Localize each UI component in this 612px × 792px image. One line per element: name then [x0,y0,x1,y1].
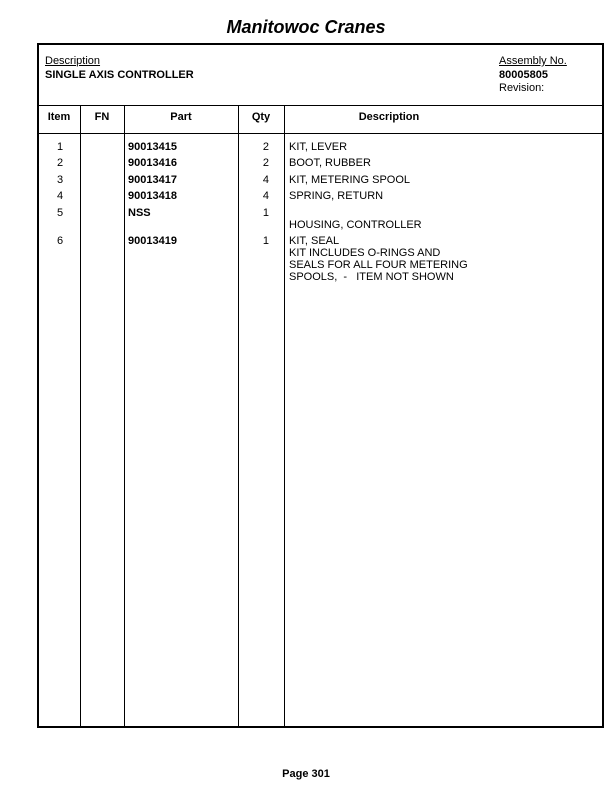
part-description: KIT, SEAL [289,235,340,247]
part-description-note: SPOOLS, - ITEM NOT SHOWN [289,271,454,283]
part-number: 90013417 [128,174,177,186]
column-header-fn: FN [94,111,110,123]
column-divider [284,105,285,726]
part-description: SPRING, RETURN [289,190,384,202]
part-number: 90013415 [128,141,177,153]
parts-list-frame [37,43,604,728]
part-description: BOOT, RUBBER [289,157,371,169]
quantity: 4 [262,190,269,202]
column-divider [124,105,125,726]
column-header-part: Part [170,111,192,123]
quantity: 1 [262,235,269,247]
quantity: 4 [262,174,269,186]
column-header-description: Description [358,111,420,123]
part-description: KIT, LEVER [289,141,348,153]
column-header-item: Item [47,111,71,123]
item-number: 5 [56,207,64,219]
assembly-description: SINGLE AXIS CONTROLLER [45,69,194,81]
part-number: NSS [128,207,151,219]
item-number: 1 [56,141,64,153]
page-title: Manitowoc Cranes [226,17,386,37]
part-description: HOUSING, CONTROLLER [289,219,422,231]
revision-label: Revision: [499,82,545,94]
part-description-note: KIT INCLUDES O-RINGS AND [289,247,441,259]
assembly-number: 80005805 [499,69,548,81]
part-description-note: SEALS FOR ALL FOUR METERING [289,259,468,271]
quantity: 1 [262,207,269,219]
page-number: Page 301 [282,768,330,780]
part-number: 90013418 [128,190,177,202]
description-label: Description [45,55,101,67]
part-number: 90013416 [128,157,177,169]
item-number: 4 [56,190,64,202]
item-number: 6 [56,235,64,247]
quantity: 2 [262,157,269,169]
column-header-qty: Qty [251,111,271,123]
part-description: KIT, METERING SPOOL [289,174,411,186]
assembly-header [39,45,602,106]
item-number: 3 [56,174,64,186]
quantity: 2 [262,141,269,153]
item-number: 2 [56,157,64,169]
part-number: 90013419 [128,235,177,247]
assembly-number-label: Assembly No. [499,55,567,67]
